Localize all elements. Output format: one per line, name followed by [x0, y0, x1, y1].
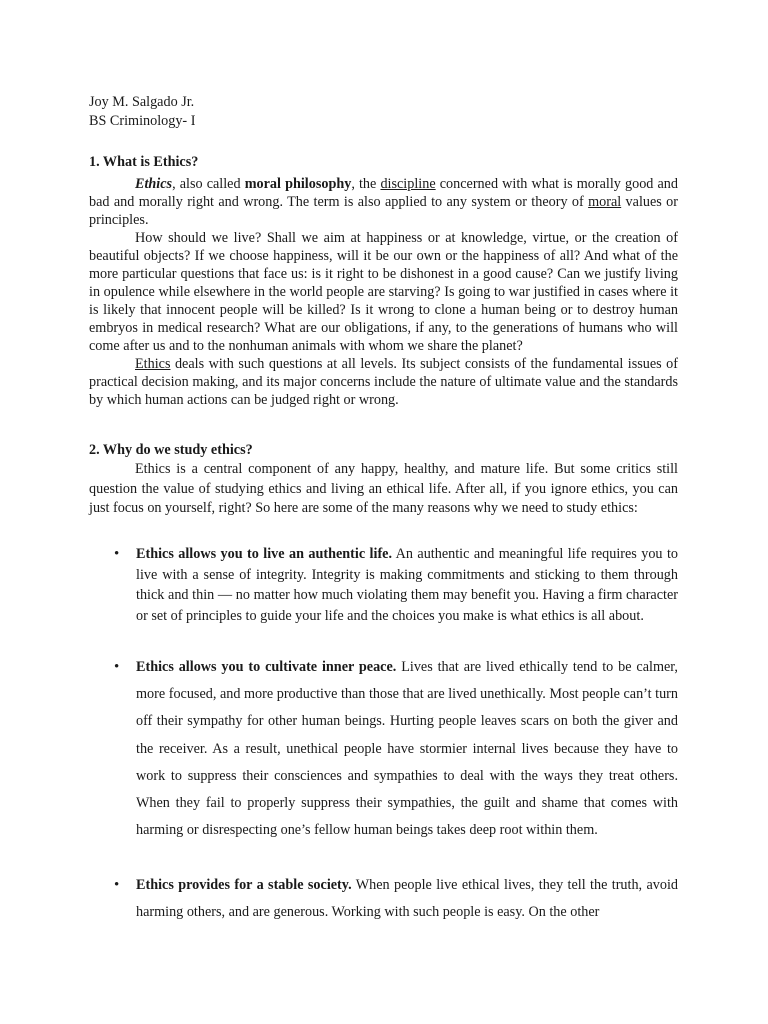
text-run: , also called [172, 176, 245, 192]
section-2-intro: Ethics is a central component of any happy, healthy, and mature life. But some critics still question the value of studying ethics and living an ethical life. After all, if you ignore ethics, you can just focus on yourself, right? So here are some of the many reasons why we need to study ethics: [89, 461, 678, 516]
author-course: BS Criminology- I [89, 112, 196, 129]
bullet-lead: Ethics allows you to live an authentic life. [136, 546, 393, 562]
discipline-link[interactable]: discipline [380, 176, 436, 192]
text-run: concerned with what is morally good and bad and morally right and wrong. The term is also applied to any system or theory of [89, 176, 678, 210]
bullet-list [89, 544, 678, 626]
ethics-term: Ethics [135, 176, 173, 192]
section-1-body [89, 175, 678, 409]
bullet-list [89, 654, 678, 844]
ethics-link[interactable]: Ethics [135, 356, 171, 372]
author-block [89, 93, 678, 130]
section-1-paragraph-1 [89, 175, 678, 229]
bullet-item-inner-peace [89, 654, 678, 844]
section-1-paragraph-3 [89, 355, 678, 409]
bullet-text: Lives that are lived ethically tend to be calmer, more focused, and more productive than those that are lived unethically. Most people can’t turn off their sympathy for other human beings. Hurting people leaves scars on both the giver and the receiver. As a result, unethical people have stormier internal lives because they have to work to suppress their consciences and sympathies to deal with the ways they treat others. When they fail to properly suppress their sympathies, the guilt and shame that comes with harming or disrespecting one’s fellow human beings takes deep root within them. [136, 659, 678, 839]
bullet-text: When people live ethical lives, they tell the truth, avoid harming others, and are generous. Working with such people is easy. On the other [136, 877, 678, 921]
section-1-heading: 1. What is Ethics? [89, 154, 199, 170]
author-name: Joy M. Salgado Jr. [89, 94, 195, 110]
bullet-text: An authentic and meaningful life requires you to live with a sense of integrity. Integrity is making commitments and sticking to them through thick and thin — no matter how much violating them may benefit you. Having a firm character or set of principles to guide your life and the choices you make is what ethics is all about. [136, 546, 678, 624]
moral-philosophy-term: moral philosophy [244, 176, 352, 192]
bullet-item-authentic-life [89, 544, 678, 626]
section-1-paragraph-2: How should we live? Shall we aim at happiness or at knowledge, virtue, or the creation of beautiful objects? If we choose happiness, will it be our own or the happiness of all? And what of the more particular questions that face us: is it right to be dishonest in a good cause? Can we justify living in opulence while elsewhere in the world people are starving? Is going to war justified in cases where it is likely that innocent people will be killed? Is it wrong to clone a human being or to destroy human embryos in medical research? What are our obligations, if any, to the generations of humans who will come after us and to the nonhuman animals with whom we share the planet? [89, 230, 678, 354]
text-run: , the [351, 176, 381, 192]
bullet-lead: Ethics provides for a stable society. [136, 877, 352, 893]
section-2-intro-block [89, 460, 678, 519]
text-run: values or principles. [89, 194, 678, 228]
bullet-lead: Ethics allows you to cultivate inner peace. [136, 659, 397, 675]
section-2-heading: 2. Why do we study ethics? [89, 442, 253, 458]
text-run: deals with such questions at all levels. Its subject consists of the fundamental issues of practical decision making, and its major concerns include the nature of ultimate value and the standards by which human actions can be judged right or wrong. [89, 356, 678, 408]
bullet-item-stable-society [89, 872, 678, 926]
bullet-list [89, 872, 678, 926]
moral-link[interactable]: moral [588, 194, 622, 210]
